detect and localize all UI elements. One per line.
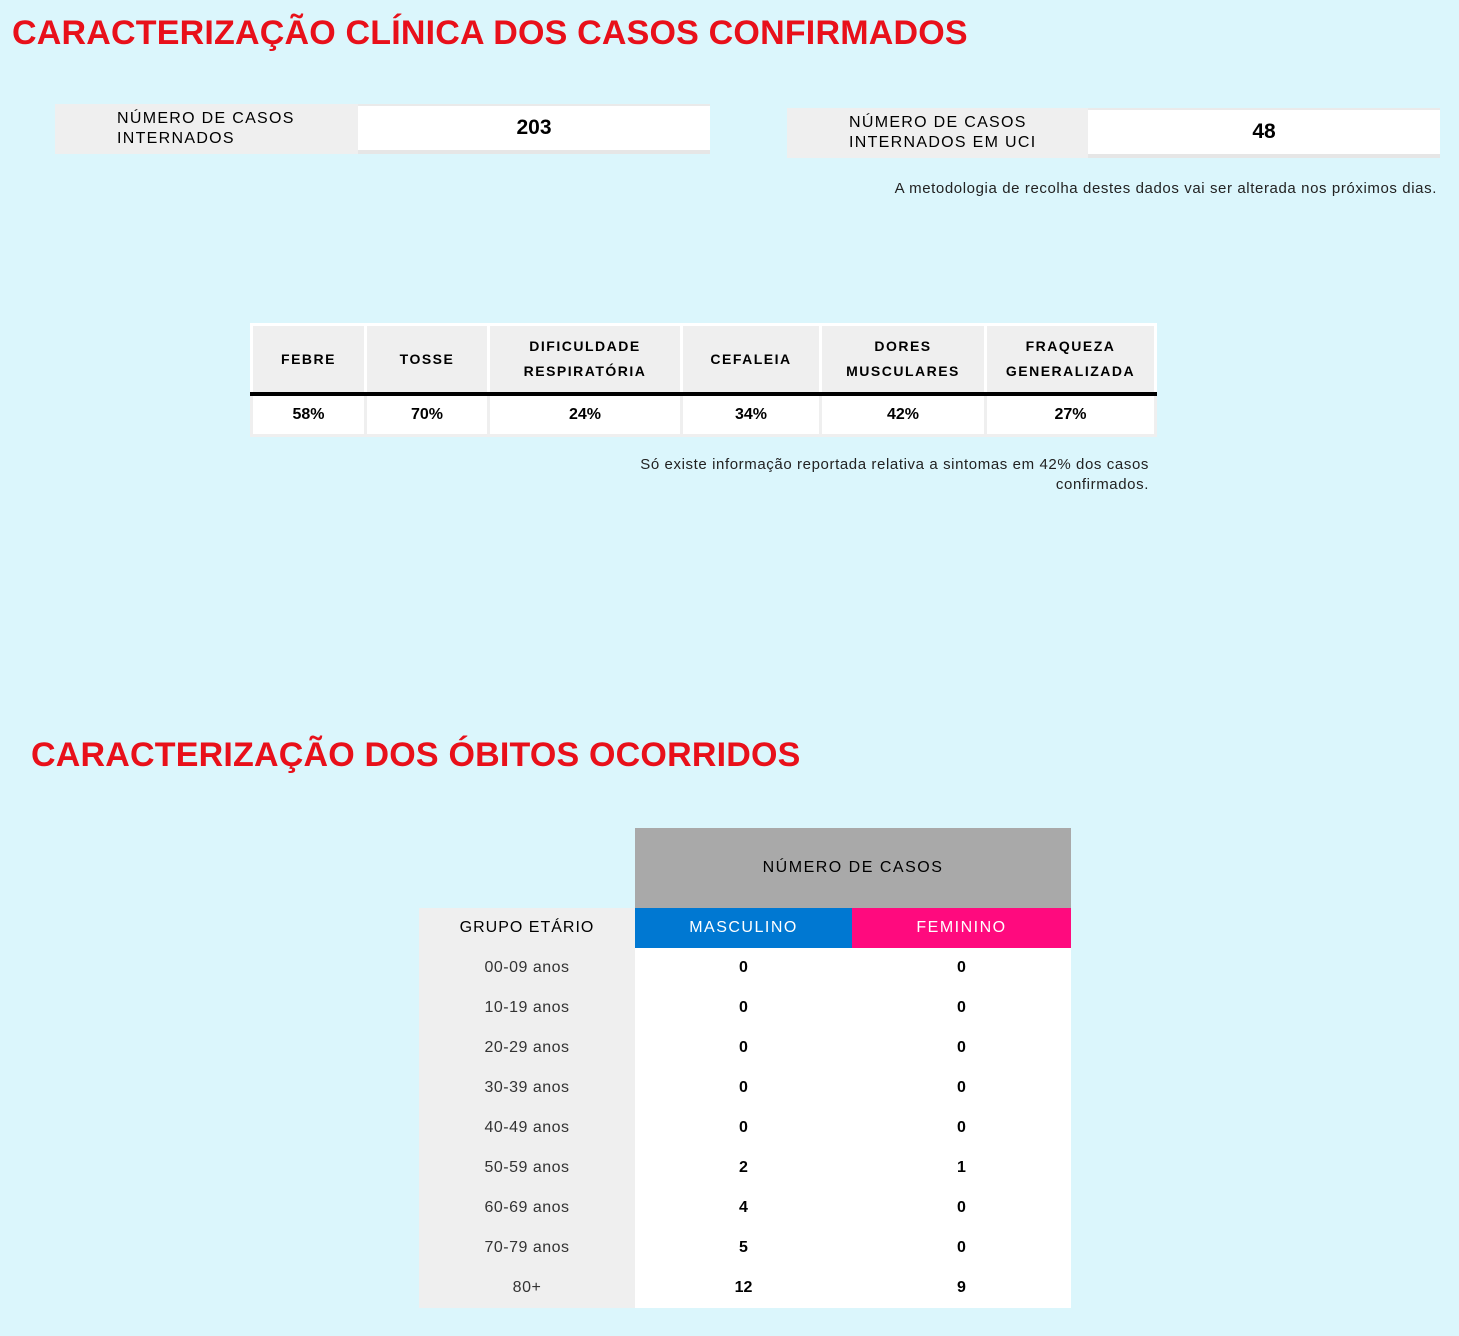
age-group-cell: 00-09 anos [419, 948, 635, 988]
cases-count-header: NÚMERO DE CASOS [635, 828, 1071, 908]
male-header: MASCULINO [635, 908, 852, 948]
deaths-table [419, 828, 1071, 1308]
male-count-cell: 0 [635, 1068, 852, 1108]
table-row [419, 1068, 1071, 1108]
symptom-header-headache: CEFALEIA [682, 325, 821, 395]
symptom-header-muscle-pain: DORES MUSCULARES [821, 325, 986, 395]
table-row [419, 1148, 1071, 1188]
table-row [419, 1108, 1071, 1148]
female-count-cell: 0 [852, 988, 1071, 1028]
symptom-value-headache: 34% [682, 394, 821, 436]
icu-cases-box [787, 108, 1440, 158]
symptoms-value-row [252, 394, 1156, 436]
hospitalized-cases-label: NÚMERO DE CASOS INTERNADOS [55, 104, 358, 154]
symptom-header-weakness: FRAQUEZA GENERALIZADA [986, 325, 1156, 395]
male-count-cell: 2 [635, 1148, 852, 1188]
male-count-cell: 4 [635, 1188, 852, 1228]
table-row [419, 988, 1071, 1028]
female-count-cell: 1 [852, 1148, 1071, 1188]
symptom-value-weakness: 27% [986, 394, 1156, 436]
age-group-cell: 10-19 anos [419, 988, 635, 1028]
female-count-cell: 0 [852, 1188, 1071, 1228]
female-count-cell: 0 [852, 1068, 1071, 1108]
age-group-cell: 70-79 anos [419, 1228, 635, 1268]
male-count-cell: 0 [635, 988, 852, 1028]
age-group-cell: 60-69 anos [419, 1188, 635, 1228]
age-group-cell: 20-29 anos [419, 1028, 635, 1068]
female-count-cell: 0 [852, 948, 1071, 988]
methodology-note: A metodologia de recolha destes dados vai ser alterada nos próximos dias. [894, 180, 1437, 197]
hospitalized-cases-value: 203 [358, 104, 710, 154]
age-group-cell: 80+ [419, 1268, 635, 1308]
table-row [419, 1268, 1071, 1308]
symptom-header-breathing: DIFICULDADE RESPIRATÓRIA [489, 325, 682, 395]
clinical-section-title: CARACTERIZAÇÃO CLÍNICA DOS CASOS CONFIRMADOS [12, 14, 968, 52]
symptom-value-fever: 58% [252, 394, 366, 436]
hospitalized-cases-box [55, 104, 710, 154]
female-count-cell: 9 [852, 1268, 1071, 1308]
deaths-top-header-row [419, 828, 1071, 908]
female-count-cell: 0 [852, 1108, 1071, 1148]
table-row [419, 1188, 1071, 1228]
symptom-header-cough: TOSSE [366, 325, 489, 395]
age-group-header: GRUPO ETÁRIO [419, 908, 635, 948]
symptoms-header-row [252, 325, 1156, 395]
female-header: FEMININO [852, 908, 1071, 948]
symptoms-table [250, 323, 1157, 437]
female-count-cell: 0 [852, 1028, 1071, 1068]
male-count-cell: 0 [635, 948, 852, 988]
male-count-cell: 5 [635, 1228, 852, 1268]
age-group-cell: 50-59 anos [419, 1148, 635, 1188]
table-row [419, 1028, 1071, 1068]
age-group-cell: 40-49 anos [419, 1108, 635, 1148]
deaths-section-title: CARACTERIZAÇÃO DOS ÓBITOS OCORRIDOS [31, 736, 801, 774]
male-count-cell: 12 [635, 1268, 852, 1308]
male-count-cell: 0 [635, 1028, 852, 1068]
icu-cases-value: 48 [1088, 108, 1440, 158]
symptom-value-cough: 70% [366, 394, 489, 436]
symptoms-note: Só existe informação reportada relativa a sintomas em 42% dos casos confirmados. [640, 456, 1149, 493]
deaths-sub-header-row [419, 908, 1071, 948]
female-count-cell: 0 [852, 1228, 1071, 1268]
symptom-value-breathing: 24% [489, 394, 682, 436]
symptom-value-muscle-pain: 42% [821, 394, 986, 436]
male-count-cell: 0 [635, 1108, 852, 1148]
symptom-header-fever: FEBRE [252, 325, 366, 395]
table-row [419, 948, 1071, 988]
table-row [419, 1228, 1071, 1268]
deaths-table-body [419, 948, 1071, 1308]
age-group-cell: 30-39 anos [419, 1068, 635, 1108]
icu-cases-label: NÚMERO DE CASOS INTERNADOS EM UCI [787, 108, 1088, 158]
blank-corner-cell [419, 828, 635, 908]
